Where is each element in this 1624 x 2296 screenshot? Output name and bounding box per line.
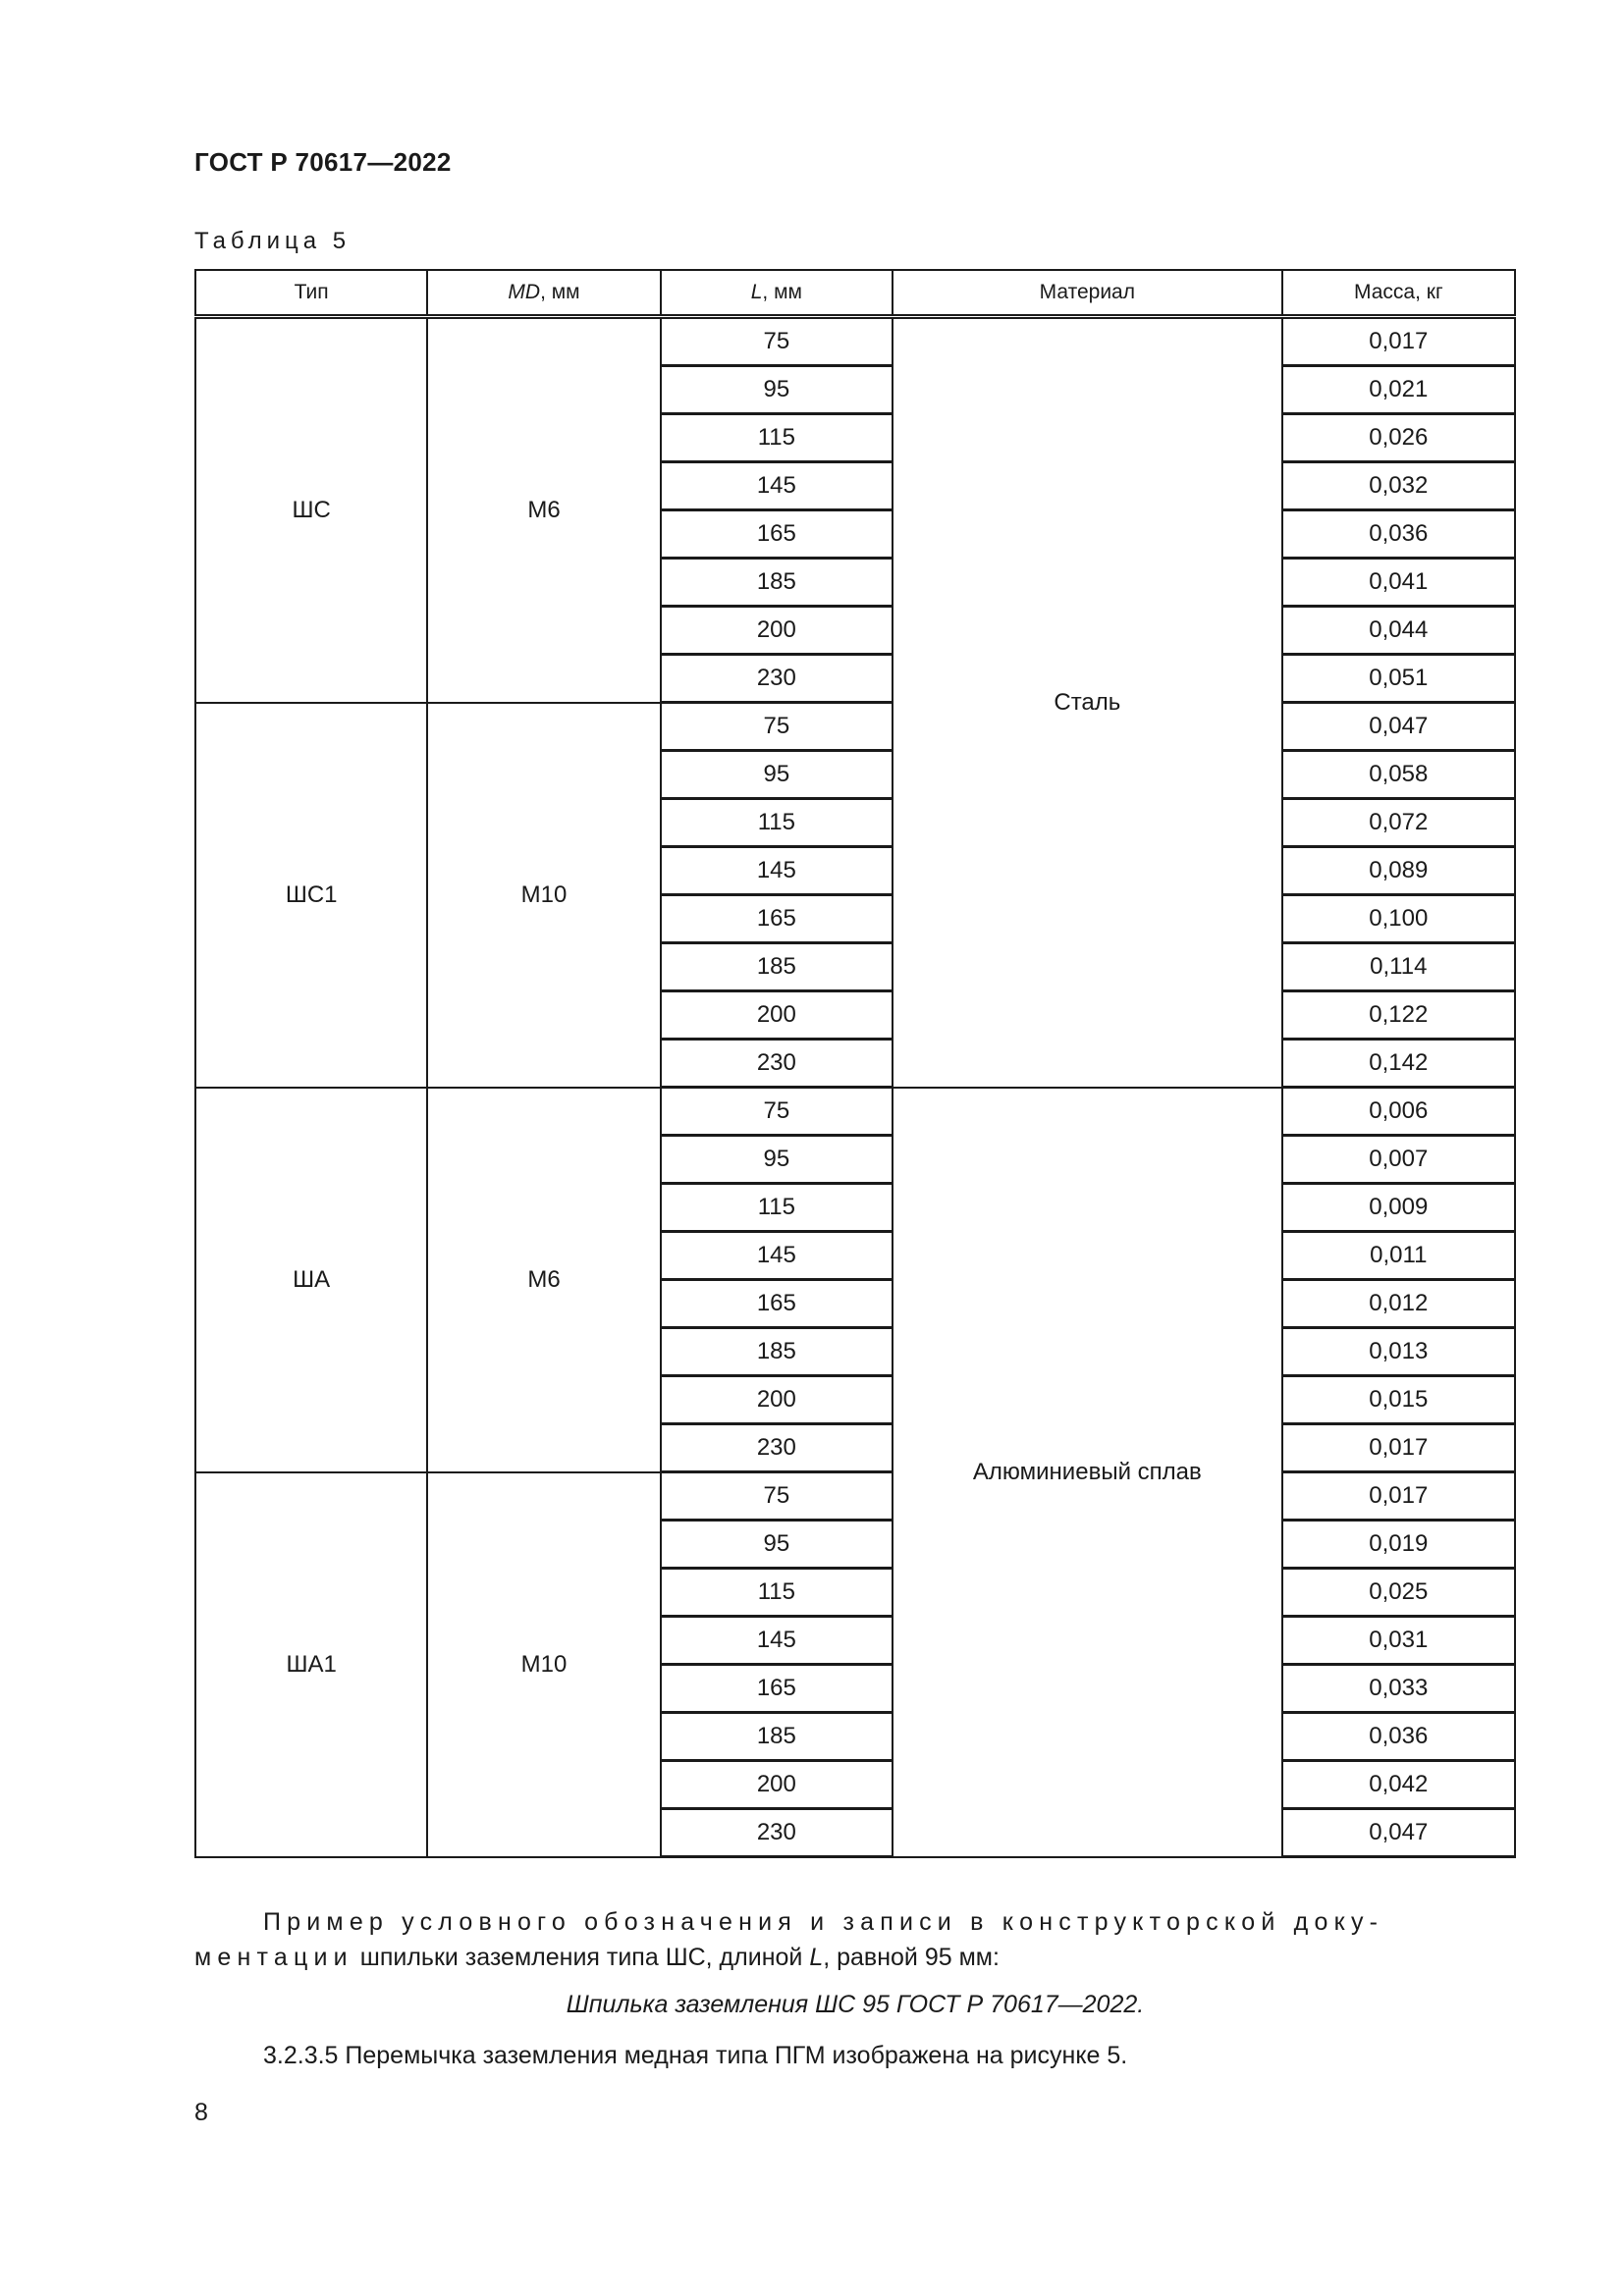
- cell-mass: 0,025: [1282, 1569, 1515, 1617]
- cell-length: 165: [661, 895, 893, 943]
- cell-mass: 0,089: [1282, 847, 1515, 895]
- table-row: [195, 703, 1515, 751]
- cell-mass: 0,015: [1282, 1376, 1515, 1424]
- table-row: [195, 1472, 1515, 1521]
- example-intro-length-symbol: L: [809, 1944, 824, 1971]
- cell-length: 145: [661, 1617, 893, 1665]
- cell-length: 165: [661, 510, 893, 559]
- cell-mass: 0,009: [1282, 1184, 1515, 1232]
- cell-md: М6: [427, 1088, 660, 1472]
- cell-length: 200: [661, 1376, 893, 1424]
- cell-md: М6: [427, 317, 660, 703]
- md-unit: , мм: [540, 281, 580, 303]
- table-row: [195, 1088, 1515, 1136]
- cell-mass: 0,017: [1282, 317, 1515, 366]
- page-number: 8: [194, 2099, 208, 2126]
- cell-length: 75: [661, 1088, 893, 1136]
- cell-length: 185: [661, 943, 893, 991]
- cell-mass: 0,100: [1282, 895, 1515, 943]
- cell-length: 115: [661, 1569, 893, 1617]
- cell-length: 200: [661, 991, 893, 1040]
- cell-length: 115: [661, 414, 893, 462]
- cell-length: 230: [661, 1040, 893, 1088]
- cell-mass: 0,007: [1282, 1136, 1515, 1184]
- column-header-length: [661, 270, 893, 317]
- cell-length: 185: [661, 1713, 893, 1761]
- cell-type: ША1: [195, 1472, 427, 1857]
- cell-mass: 0,142: [1282, 1040, 1515, 1088]
- table-caption: Таблица 5: [194, 228, 352, 254]
- cell-material: Алюминиевый сплав: [893, 1088, 1282, 1857]
- cell-length: 95: [661, 366, 893, 414]
- cell-mass: 0,072: [1282, 799, 1515, 847]
- cell-md: М10: [427, 1472, 660, 1857]
- cell-mass: 0,047: [1282, 1809, 1515, 1857]
- example-intro-line2-end: , равной 95 мм:: [823, 1944, 1000, 1971]
- cell-type: ШС1: [195, 703, 427, 1088]
- example-intro-line2-spaced: ментации: [194, 1944, 353, 1971]
- cell-length: 230: [661, 1809, 893, 1857]
- cell-mass: 0,021: [1282, 366, 1515, 414]
- table-header-row: [195, 270, 1515, 317]
- cell-mass: 0,042: [1282, 1761, 1515, 1809]
- cell-mass: 0,013: [1282, 1328, 1515, 1376]
- cell-mass: 0,017: [1282, 1424, 1515, 1472]
- example-intro-line1: Пример условного обозначения и записи в конструкторской доку-: [263, 1908, 1384, 1936]
- cell-length: 145: [661, 462, 893, 510]
- cell-mass: 0,036: [1282, 1713, 1515, 1761]
- cell-type: ШС: [195, 317, 427, 703]
- cell-length: 165: [661, 1665, 893, 1713]
- cell-mass: 0,012: [1282, 1280, 1515, 1328]
- cell-length: 145: [661, 847, 893, 895]
- example-intro-paragraph: [194, 1904, 1516, 1975]
- cell-length: 185: [661, 559, 893, 607]
- cell-mass: 0,031: [1282, 1617, 1515, 1665]
- cell-mass: 0,122: [1282, 991, 1515, 1040]
- cell-md: М10: [427, 703, 660, 1088]
- cell-mass: 0,047: [1282, 703, 1515, 751]
- cell-mass: 0,026: [1282, 414, 1515, 462]
- cell-mass: 0,041: [1282, 559, 1515, 607]
- cell-mass: 0,114: [1282, 943, 1515, 991]
- cell-length: 95: [661, 751, 893, 799]
- column-header-mass: Масса, кг: [1282, 270, 1515, 317]
- cell-length: 230: [661, 655, 893, 703]
- cell-length: 115: [661, 799, 893, 847]
- cell-length: 75: [661, 317, 893, 366]
- cell-mass: 0,033: [1282, 1665, 1515, 1713]
- cell-length: 230: [661, 1424, 893, 1472]
- document-code-header: ГОСТ Р 70617—2022: [194, 147, 452, 177]
- clause-paragraph: 3.2.3.5 Перемычка заземления медная типа ПГМ изображена на рисунке 5.: [263, 2042, 1128, 2069]
- cell-length: 115: [661, 1184, 893, 1232]
- cell-length: 75: [661, 1472, 893, 1521]
- cell-type: ША: [195, 1088, 427, 1472]
- cell-length: 145: [661, 1232, 893, 1280]
- cell-mass: 0,011: [1282, 1232, 1515, 1280]
- example-intro-line2-rest: шпильки заземления типа ШС, длиной: [352, 1944, 810, 1971]
- l-unit: , мм: [762, 281, 802, 303]
- cell-length: 95: [661, 1136, 893, 1184]
- cell-mass: 0,058: [1282, 751, 1515, 799]
- cell-length: 95: [661, 1521, 893, 1569]
- cell-mass: 0,019: [1282, 1521, 1515, 1569]
- cell-length: 200: [661, 607, 893, 655]
- table-row: [195, 317, 1515, 366]
- cell-mass: 0,006: [1282, 1088, 1515, 1136]
- cell-length: 185: [661, 1328, 893, 1376]
- l-symbol: L: [750, 281, 763, 303]
- cell-mass: 0,044: [1282, 607, 1515, 655]
- column-header-md: [427, 270, 660, 317]
- cell-length: 75: [661, 703, 893, 751]
- cell-mass: 0,032: [1282, 462, 1515, 510]
- column-header-material: Материал: [893, 270, 1282, 317]
- cell-mass: 0,051: [1282, 655, 1515, 703]
- cell-length: 165: [661, 1280, 893, 1328]
- cell-length: 200: [661, 1761, 893, 1809]
- example-designation: Шпилька заземления ШС 95 ГОСТ Р 70617—2022.: [566, 1991, 1145, 2018]
- column-header-type: Тип: [195, 270, 427, 317]
- cell-mass: 0,017: [1282, 1472, 1515, 1521]
- cell-material: Сталь: [893, 317, 1282, 1088]
- md-symbol: MD: [508, 281, 541, 303]
- cell-mass: 0,036: [1282, 510, 1515, 559]
- table-body: [195, 317, 1515, 1857]
- specification-table: [194, 269, 1516, 1858]
